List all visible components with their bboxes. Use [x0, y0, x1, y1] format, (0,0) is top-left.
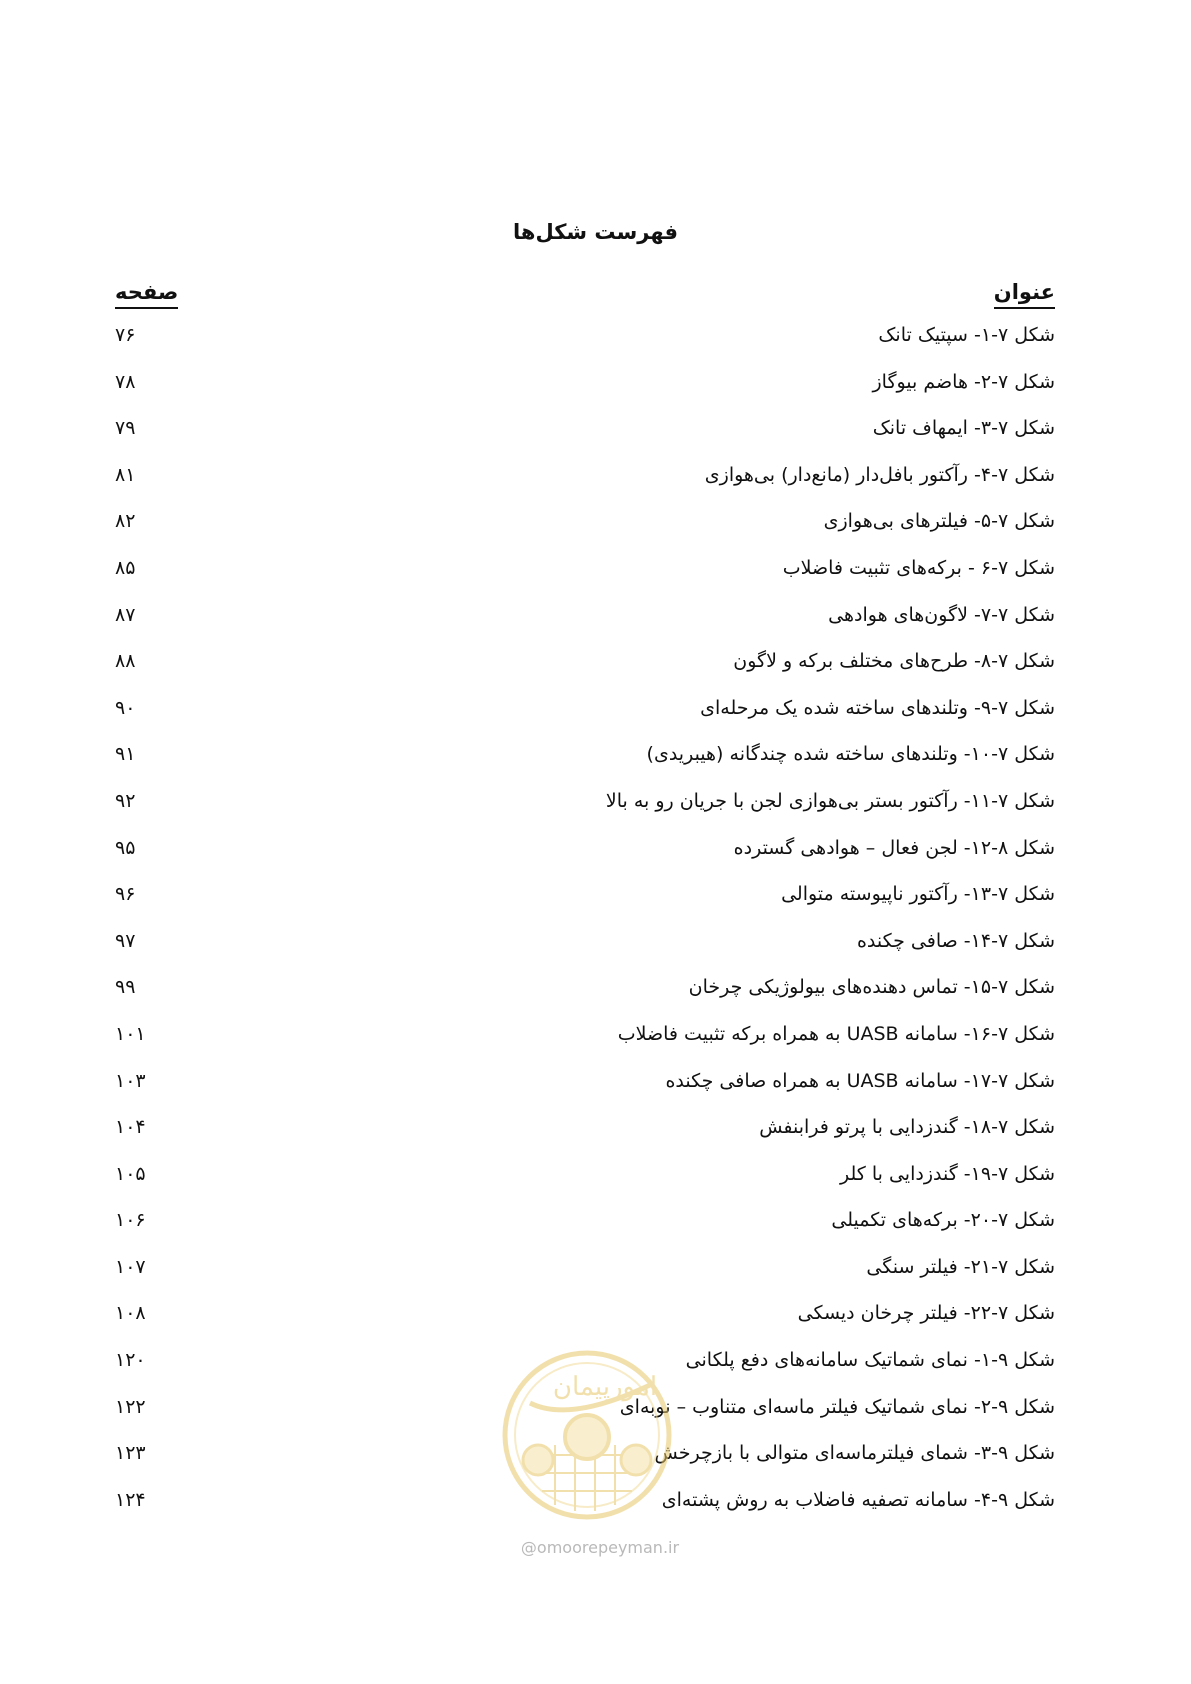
toc-entry	[115, 786, 1055, 833]
toc-entry-label: شکل ۷-۲۰- برکه‌های تکمیلی	[831, 1209, 1055, 1232]
column-header-title: عنوان	[994, 278, 1055, 309]
toc-entry-label: شکل ۷-۹- وتلندهای ساخته شده یک مرحله‌ای	[700, 696, 1055, 719]
toc-entry	[115, 739, 1055, 786]
toc-entry-page: ۸۱	[115, 463, 136, 486]
toc-entry	[115, 1205, 1055, 1252]
toc-entry-label: شکل ۷-۲۱- فیلتر سنگی	[866, 1255, 1055, 1278]
toc-entry	[115, 1019, 1055, 1066]
toc-entry-label: شکل ۹-۴- سامانه تصفیه فاضلاب به روش پشته‌ای	[661, 1488, 1055, 1511]
toc-entry-label: شکل ۷-۷- لاگون‌های هوادهی	[828, 603, 1055, 626]
toc-entry-page: ۱۲۲	[115, 1395, 146, 1418]
toc-entry-label: شکل ۷-۱۶- سامانه UASB به همراه برکه تثبیت فاضلاب	[617, 1022, 1055, 1045]
toc-entry	[115, 506, 1055, 553]
toc-entry-label: شکل ۷-۲۲- فیلتر چرخان دیسکی	[797, 1302, 1055, 1325]
toc-entry-label: شکل ۷-۶ - برکه‌های تثبیت فاضلاب	[782, 556, 1055, 579]
toc-entry	[115, 413, 1055, 460]
toc-entry-label: شکل ۷-۱- سپتیک تانک	[878, 324, 1055, 346]
toc-entry-page: ۱۲۳	[115, 1442, 146, 1465]
toc-entry	[115, 1298, 1055, 1345]
toc-entry	[115, 1252, 1055, 1299]
toc-entry-page: ۱۰۳	[115, 1069, 146, 1092]
toc-entry-label: شکل ۷-۱۴- صافی چکنده	[856, 929, 1055, 952]
toc-entry	[115, 320, 1055, 367]
toc-entry	[115, 600, 1055, 647]
toc-entry-label: شکل ۷-۸- طرح‌های مختلف برکه و لاگون	[733, 650, 1055, 673]
toc-entry-label: شکل ۷-۳- ایمهاف تانک	[872, 417, 1055, 440]
toc-entry-label: شکل ۹-۲- نمای شماتیک فیلتر ماسه‌ای متناوب – نوبه‌ای	[619, 1395, 1055, 1418]
toc-entry-page: ۱۰۷	[115, 1255, 146, 1278]
toc-entry	[115, 693, 1055, 740]
toc-entry-page: ۹۹	[115, 976, 136, 999]
toc-entry-page: ۸۸	[115, 650, 136, 673]
toc-entry-page: ۹۲	[115, 789, 136, 812]
toc-entry	[115, 879, 1055, 926]
watermark-url: @omoorepeyman.ir	[520, 1538, 680, 1557]
toc-entry-label: شکل ۷-۱۸- گندزدایی با پرتو فرابنفش	[759, 1116, 1055, 1139]
toc-entry	[115, 926, 1055, 973]
column-header-page: صفحه	[115, 278, 178, 309]
toc-entry-label: شکل ۷-۱۹- گندزدایی با کلر	[839, 1162, 1055, 1185]
toc-entry	[115, 367, 1055, 414]
toc-entry-label: شکل ۷-۲- هاضم بیوگاز	[872, 370, 1055, 393]
toc-entry-label: شکل ۷-۱۵- تماس دهنده‌های بیولوژیکی چرخان	[688, 976, 1055, 999]
toc-entry	[115, 1159, 1055, 1206]
toc-entry-page: ۹۷	[115, 929, 136, 952]
toc-entry-label: شکل ۷-۱۷- سامانه UASB به همراه صافی چکنده	[665, 1069, 1055, 1092]
toc-entry-page: ۱۰۱	[115, 1022, 146, 1045]
watermark-logo-text: امورپیمان	[552, 1372, 658, 1402]
toc-entry-label: شکل ۹-۳- شمای فیلترماسه‌ای متوالی با بازچرخش	[654, 1442, 1055, 1465]
toc-entry-page: ۷۸	[115, 370, 136, 393]
toc-entry-page: ۱۰۶	[115, 1209, 146, 1232]
page-title: فهرست شکل‌ها	[513, 220, 678, 244]
toc-entry	[115, 646, 1055, 693]
toc-entry-page: ۹۰	[115, 696, 136, 719]
toc-entry-page: ۱۰۵	[115, 1162, 146, 1185]
toc-entry-page: ۱۰۴	[115, 1116, 146, 1139]
toc-entry	[115, 1112, 1055, 1159]
toc-entry-label: شکل ۷-۱۰- وتلندهای ساخته شده چندگانه (هیبریدی)	[646, 743, 1055, 766]
toc-entry-page: ۸۷	[115, 603, 136, 626]
toc-entry-page: ۱۲۰	[115, 1349, 146, 1372]
column-headers	[115, 278, 1055, 312]
toc-entry	[115, 553, 1055, 600]
toc-entry-page: ۷۶	[115, 324, 136, 346]
toc-entry	[115, 460, 1055, 507]
toc-entry-page: ۱۲۴	[115, 1488, 146, 1511]
toc-entry	[115, 972, 1055, 1019]
toc-entry-page: ۹۱	[115, 743, 136, 766]
toc-entry-label: شکل ۹-۱- نمای شماتیک سامانه‌های دفع پلکانی	[685, 1349, 1055, 1372]
toc-entry-label: شکل ۷-۱۳- رآکتور ناپیوسته متوالی	[781, 883, 1055, 906]
toc-entry	[115, 1066, 1055, 1113]
toc-entry-label: شکل ۸-۱۲- لجن فعال – هوادهی گسترده	[733, 836, 1055, 859]
toc-entry-label: شکل ۷-۴- رآکتور بافل‌دار (مانع‌دار) بی‌هوازی	[704, 463, 1055, 486]
toc-entry-page: ۹۶	[115, 883, 136, 906]
toc-entry	[115, 833, 1055, 880]
toc-entry-page: ۸۵	[115, 556, 136, 579]
toc-entry-page: ۸۲	[115, 510, 136, 533]
toc-entry-page: ۷۹	[115, 417, 136, 440]
toc-entry-page: ۹۵	[115, 836, 136, 859]
watermark-logo	[500, 1345, 675, 1525]
toc-entry-label: شکل ۷-۵- فیلترهای بی‌هوازی	[823, 510, 1055, 533]
toc-entry-label: شکل ۷-۱۱- رآکتور بستر بی‌هوازی لجن با جریان رو به بالا	[605, 789, 1055, 812]
toc-entry-page: ۱۰۸	[115, 1302, 146, 1325]
